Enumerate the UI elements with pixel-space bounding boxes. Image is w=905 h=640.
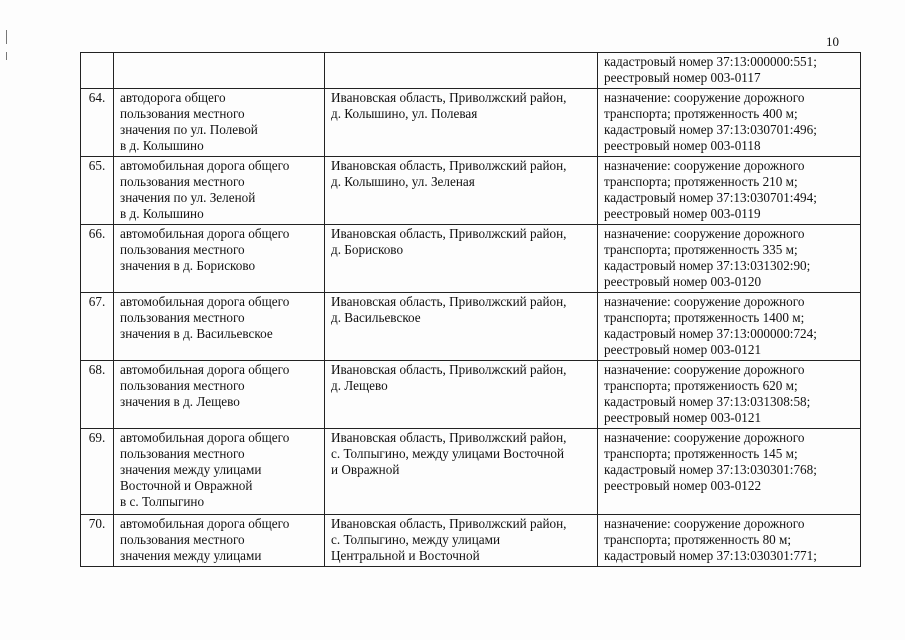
road-name-cell: автомобильная дорога общего пользования местного значения в д. Васильевское: [114, 293, 325, 361]
address-cell: [325, 53, 598, 89]
details-cell: назначение: сооружение дорожного транспорта; протяженность 400 м; кадастровый номер 37:13:030701:496; реестровый номер 003-0118: [598, 89, 861, 157]
row-number: 65.: [81, 157, 114, 225]
details-cell: назначение: сооружение дорожного транспорта; протяженность 80 м; кадастровый номер 37:13:030301:771;: [598, 515, 861, 567]
scan-edge-mark: [6, 30, 7, 44]
row-number: 67.: [81, 293, 114, 361]
row-number: 64.: [81, 89, 114, 157]
address-cell: Ивановская область, Приволжский район, д. Васильевское: [325, 293, 598, 361]
table-row: [81, 429, 861, 515]
row-number: 68.: [81, 361, 114, 429]
details-cell: назначение: сооружение дорожного транспорта; протяженность 1400 м; кадастровый номер 37:13:000000:724; реестровый номер 003-0121: [598, 293, 861, 361]
road-name-cell: автомобильная дорога общего пользования местного значения между улицами Восточной и Овражной в с. Толпыгино: [114, 429, 325, 515]
row-number: 66.: [81, 225, 114, 293]
address-cell: Ивановская область, Приволжский район, д. Колышино, ул. Зеленая: [325, 157, 598, 225]
table-row: [81, 515, 861, 567]
row-number: 70.: [81, 515, 114, 567]
road-name-cell: [114, 53, 325, 89]
address-cell: Ивановская область, Приволжский район, д. Борисково: [325, 225, 598, 293]
table-row: [81, 225, 861, 293]
row-number: [81, 53, 114, 89]
table-row: [81, 361, 861, 429]
table-row: [81, 293, 861, 361]
details-cell: назначение: сооружение дорожного транспорта; протяженность 335 м; кадастровый номер 37:13:031302:90; реестровый номер 003-0120: [598, 225, 861, 293]
address-cell: Ивановская область, Приволжский район, с. Толпыгино, между улицами Центральной и Восточной: [325, 515, 598, 567]
details-cell: назначение: сооружение дорожного транспорта; протяженность 145 м; кадастровый номер 37:13:030301:768; реестровый номер 003-0122: [598, 429, 861, 515]
table-row: [81, 89, 861, 157]
page-number: 10: [826, 34, 839, 49]
road-name-cell: автомобильная дорога общего пользования местного значения в д. Борисково: [114, 225, 325, 293]
table-row: [81, 157, 861, 225]
address-cell: Ивановская область, Приволжский район, с. Толпыгино, между улицами Восточной и Овражной: [325, 429, 598, 515]
road-name-cell: автомобильная дорога общего пользования местного значения в д. Лещево: [114, 361, 325, 429]
road-name-cell: автомобильная дорога общего пользования местного значения между улицами: [114, 515, 325, 567]
road-name-cell: автодорога общего пользования местного значения по ул. Полевой в д. Колышино: [114, 89, 325, 157]
details-cell: назначение: сооружение дорожного транспорта; протяженность 210 м; кадастровый номер 37:13:030701:494; реестровый номер 003-0119: [598, 157, 861, 225]
details-cell: назначение: сооружение дорожного транспорта; протяжениость 620 м; кадастровый номер 37:13:031308:58; реестровый номер 003-0121: [598, 361, 861, 429]
address-cell: Ивановская область, Приволжский район, д. Колышино, ул. Полевая: [325, 89, 598, 157]
property-table: [80, 52, 861, 567]
road-name-cell: автомобильная дорога общего пользования местного значения по ул. Зеленой в д. Колышино: [114, 157, 325, 225]
details-cell: кадастровый номер 37:13:000000:551; реестровый номер 003-0117: [598, 53, 861, 89]
row-number: 69.: [81, 429, 114, 515]
scan-edge-mark: [6, 52, 7, 60]
table-row: [81, 53, 861, 89]
address-cell: Ивановская область, Приволжский район, д. Лещево: [325, 361, 598, 429]
